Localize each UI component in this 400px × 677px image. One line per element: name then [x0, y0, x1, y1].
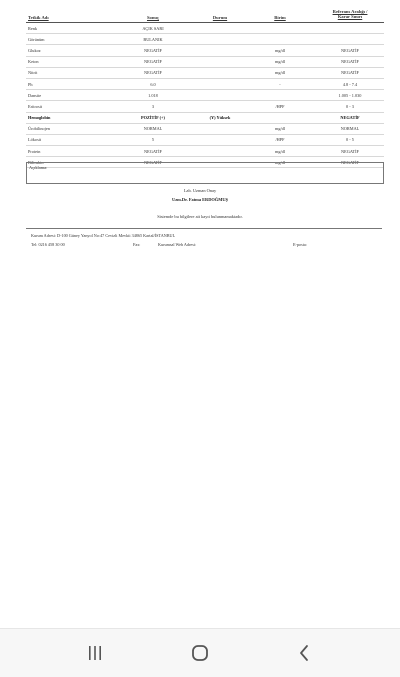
- cell-unit: mg/dl: [274, 126, 286, 132]
- header-test: Tetkik Adı: [28, 15, 49, 20]
- results-table: [26, 4, 384, 168]
- footer-fax: Fax:: [133, 242, 141, 247]
- cell-unit: -: [279, 81, 281, 87]
- cell-result: NEGATİF: [144, 70, 162, 76]
- cell-reference: NEGATİF: [341, 59, 359, 65]
- cell-result: 5: [151, 137, 155, 143]
- cell-reference: NEGATİF: [340, 115, 360, 121]
- cell-reference: 1.005 - 1.030: [338, 92, 362, 98]
- cell-result: AÇIK SARI: [142, 25, 164, 31]
- notes-box: [26, 159, 384, 184]
- table-row: [26, 101, 384, 112]
- cell-reference: 4.8 - 7.4: [342, 81, 358, 87]
- cell-reference: 0 - 5: [346, 137, 354, 143]
- notes-label: Açıklama:: [29, 165, 48, 170]
- footer-web: Kurumsal Web Adresi:: [158, 242, 197, 247]
- cell-test: Görünüm: [28, 36, 45, 42]
- android-navigation-bar: [0, 628, 400, 677]
- cell-test: Protein: [28, 148, 41, 154]
- footer-address: Kurum Adresi: D-100 Güney Yanyol No:47 Cevizli Mevkii 34865 Kartal/İSTANBUL: [31, 233, 176, 238]
- cell-test: Keton: [28, 59, 39, 65]
- cell-test: Eritrosit: [28, 103, 43, 109]
- signature-name: Uzm.Dr. Fatma ERDOĞMUŞ: [172, 197, 228, 202]
- cell-result: 6.0: [150, 81, 156, 87]
- cell-result: POZİTİF (+): [141, 115, 165, 121]
- cell-reference: NEGATİF: [341, 159, 359, 165]
- recent-apps-icon[interactable]: [83, 643, 107, 663]
- cell-result: NEGATİF: [144, 59, 162, 65]
- header-unit: Birim: [274, 15, 286, 20]
- table-row: [26, 135, 384, 146]
- cell-unit: mg/dl: [274, 47, 286, 53]
- cell-result: NEGATİF: [144, 159, 162, 165]
- table-row: [26, 124, 384, 135]
- cell-reference: NEGATİF: [341, 148, 359, 154]
- cell-unit: mg/dl: [274, 159, 286, 165]
- table-row: [26, 34, 384, 45]
- cell-test: Lökosit: [28, 137, 42, 143]
- table-row: [26, 23, 384, 34]
- header-reference-line2: Karar Sınırı: [337, 14, 363, 20]
- cell-result: NORMAL: [143, 126, 163, 132]
- cell-test: Glukoz: [28, 47, 41, 53]
- header-result: Sonuç: [146, 15, 159, 20]
- signature-title: Lab. Uzman Onay: [183, 188, 217, 193]
- cell-result: 1.018: [148, 92, 158, 98]
- registry-note: Sistemde bu bilgilere ait kayıt bulunmamaktadır.: [157, 214, 243, 219]
- table-row: [26, 68, 384, 79]
- header-status: Durum: [212, 15, 228, 20]
- table-row: [26, 146, 384, 157]
- cell-test: Hemoglobin: [28, 115, 51, 121]
- cell-unit: /HPF: [275, 137, 285, 143]
- cell-test: Dansite: [28, 92, 42, 98]
- cell-status: (Y) Yüksek: [209, 115, 231, 121]
- cell-unit: mg/dl: [274, 148, 286, 154]
- footer-contacts: [31, 242, 361, 248]
- cell-test: Bilirubin: [28, 159, 44, 165]
- table-row: [26, 79, 384, 90]
- home-icon[interactable]: [188, 643, 212, 663]
- footer-phone: Tel: 0216 458 30 00: [31, 242, 65, 247]
- table-row: [26, 45, 384, 56]
- cell-reference: NEGATİF: [341, 47, 359, 53]
- cell-result: NEGATİF: [144, 47, 162, 53]
- footer-email: E-posta:: [293, 242, 307, 247]
- cell-test: Renk: [28, 25, 38, 31]
- cell-unit: /HPF: [275, 103, 285, 109]
- table-header: [26, 4, 384, 23]
- cell-reference: NEGATİF: [341, 70, 359, 76]
- table-row: [26, 57, 384, 68]
- footer-divider: [26, 228, 382, 229]
- table-row: [26, 90, 384, 101]
- header-reference: [316, 9, 384, 20]
- header-reference-line1: Referans Aralığı /: [332, 8, 368, 14]
- cell-test: Ürobilinojen: [28, 126, 50, 132]
- cell-result: BULANIK: [143, 36, 163, 42]
- table-row-abnormal: [26, 113, 384, 124]
- cell-result: 3: [151, 103, 155, 109]
- cell-reference: 0 - 3: [346, 103, 354, 109]
- back-icon[interactable]: [292, 643, 316, 663]
- cell-unit: mg/dl: [274, 70, 286, 76]
- cell-reference: NORMAL: [340, 126, 360, 132]
- cell-test: Ph: [28, 81, 33, 87]
- cell-test: Nitrit: [28, 70, 38, 76]
- cell-result: NEGATİF: [144, 148, 162, 154]
- cell-unit: mg/dl: [274, 59, 286, 65]
